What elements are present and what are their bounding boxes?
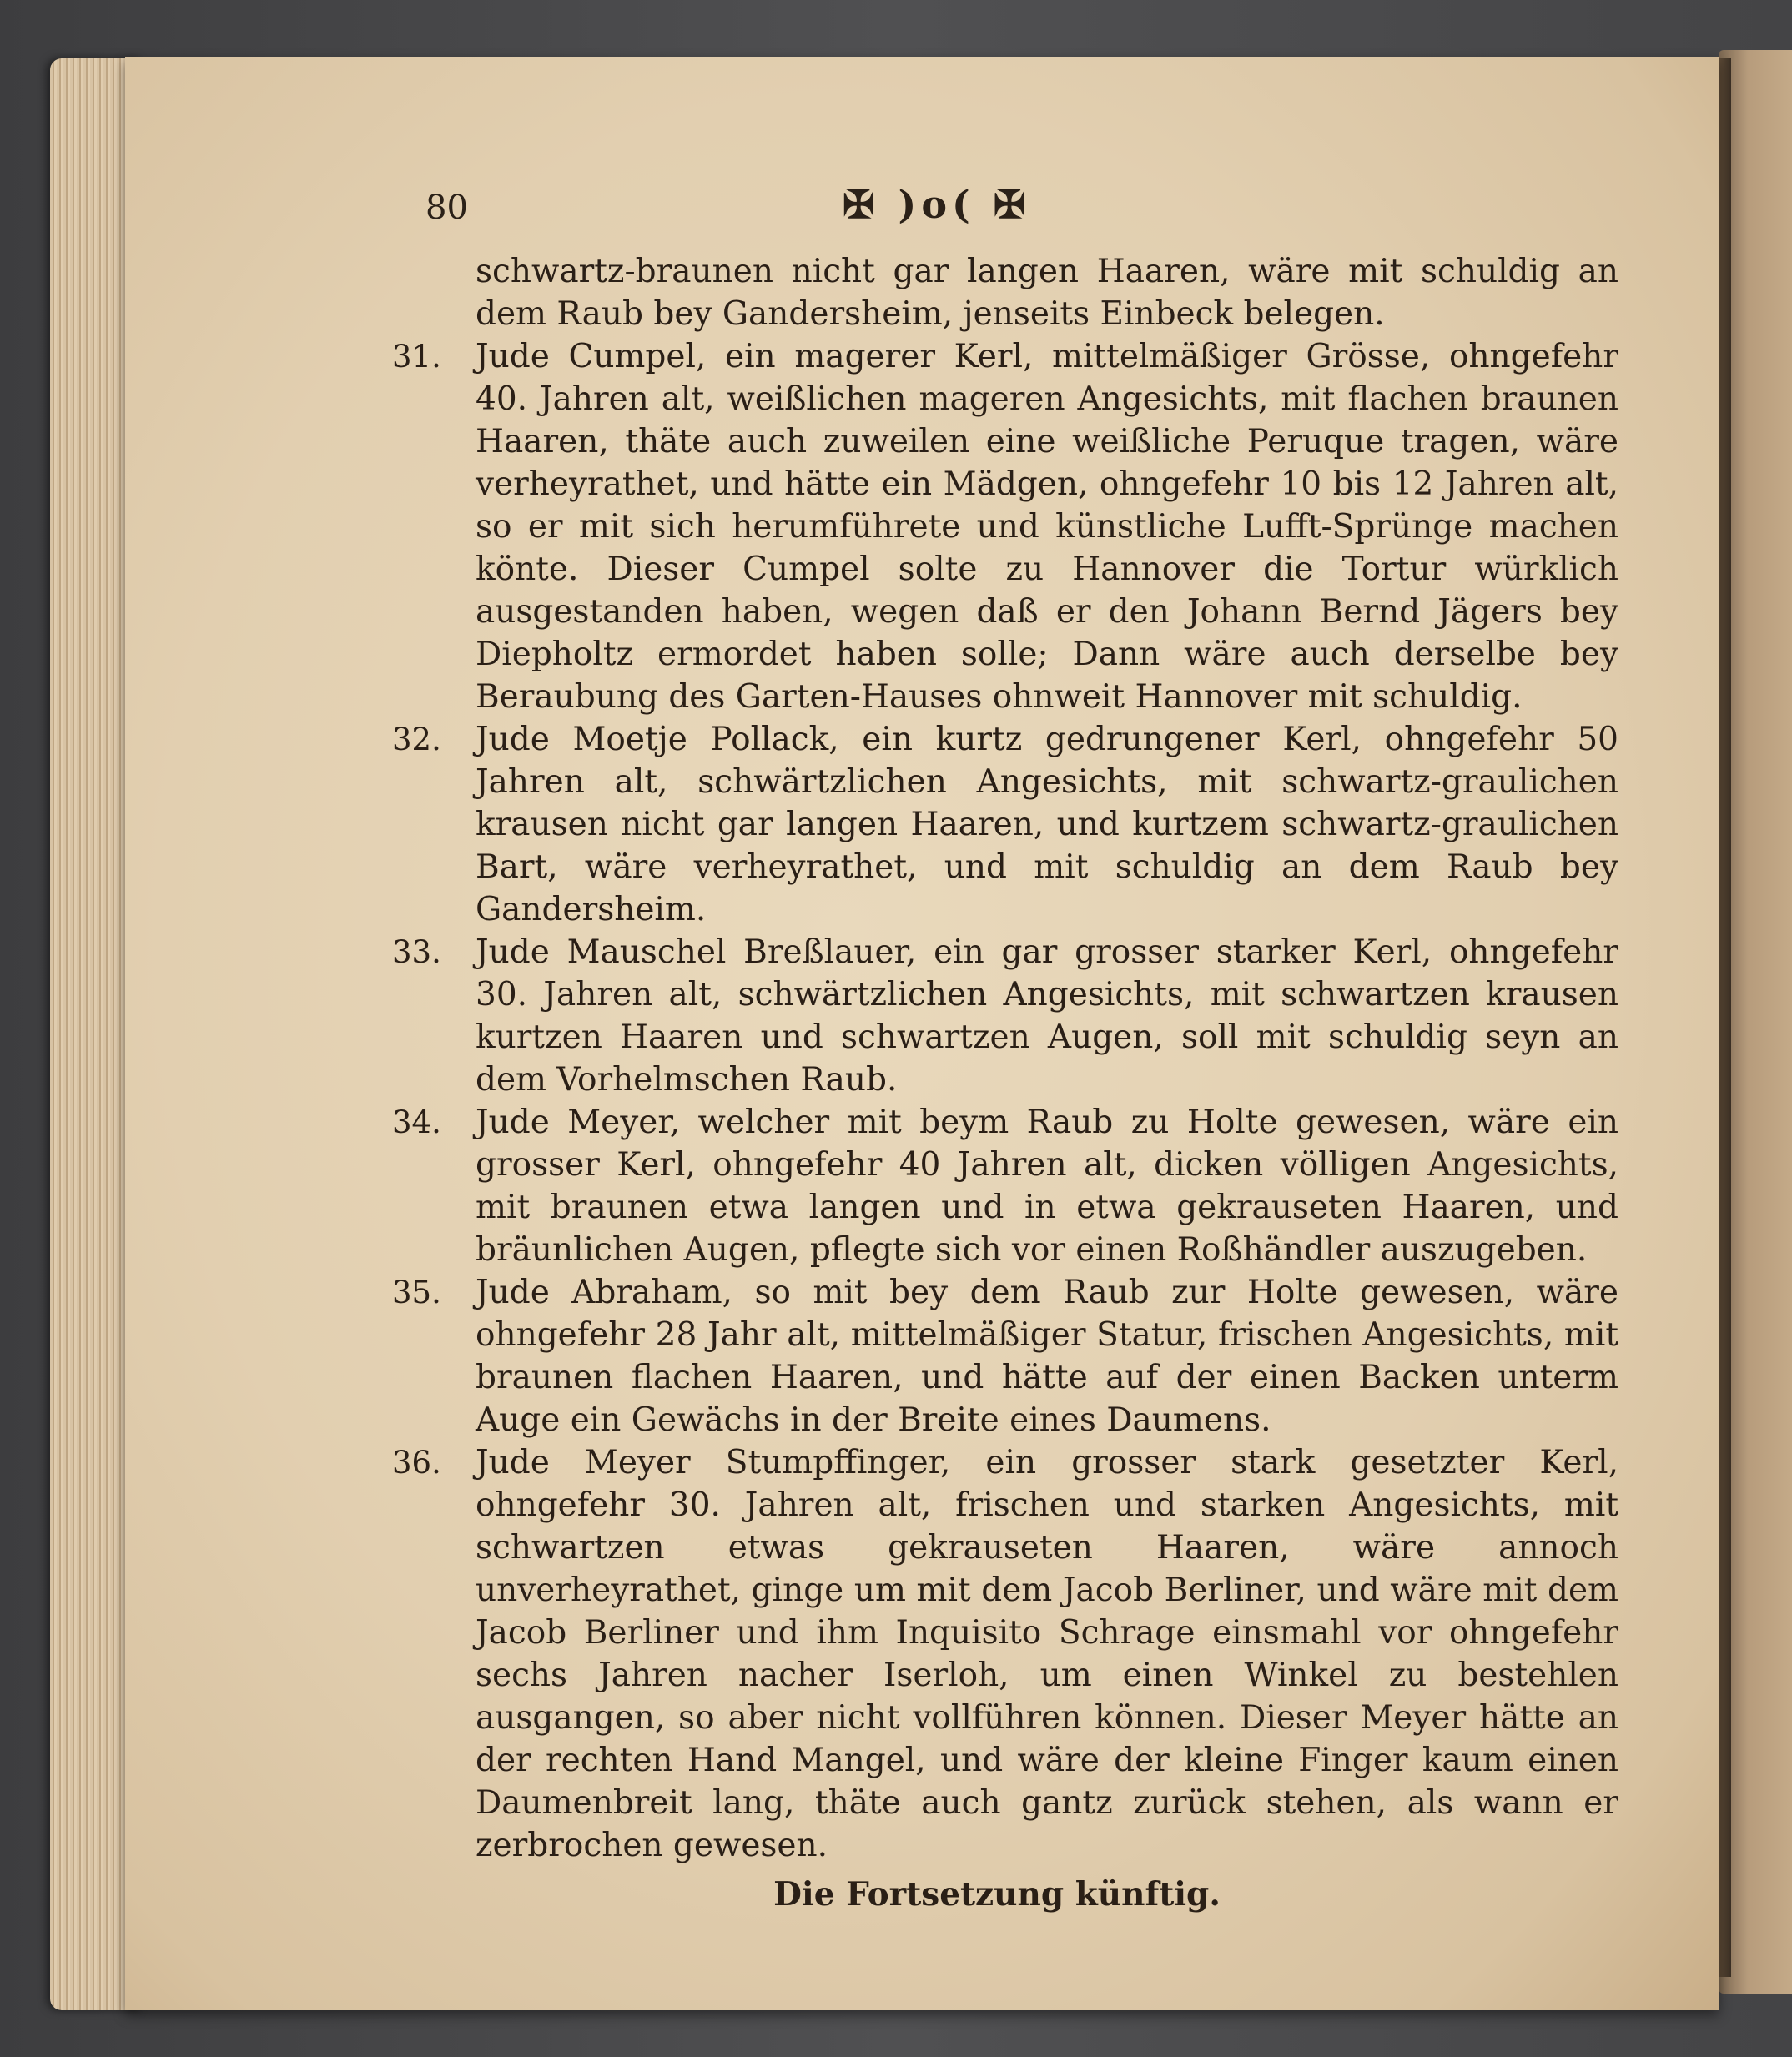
entry-number: 32. xyxy=(392,722,441,757)
entry-number: 33. xyxy=(392,934,441,970)
entry-number: 35. xyxy=(392,1275,441,1310)
entry-text: Jude Moetje Pollack, ein kurtz gedrungener Kerl, ohngefehr 50 Jahren alt, schwärtzlichen Angesichts, mit schwartz-graulichen krausen nicht gar langen Haaren, und kurtzem schwartz-graulichen Bart, wäre verheyrathet, und mit schuldig an dem Raub bey Gandersheim. xyxy=(476,721,1618,928)
continuation-note: Die Fortsetzung künftig. xyxy=(773,1875,1221,1914)
entry-number: 36. xyxy=(392,1445,441,1481)
entry-36 xyxy=(375,1441,1618,1867)
entry-text: Jude Meyer Stumpffinger, ein grosser stark gesetzter Kerl, ohngefehr 30. Jahren alt, frischen und starken Angesichts, mit schwartzen etwas gekrauseten Haaren, wäre annoch unverheyrathet, ginge um mit dem Jacob Berliner, und wäre mit dem Jacob Berliner und ihm Inquisito Schrage einsmahl vor ohngefehr sechs Jahren nacher Iserloh, um einen Winkel zu bestehlen ausgangen, so aber nicht vollführen können. Dieser Meyer hätte an der rechten Hand Mangel, und wäre der kleine Finger kaum einen Daumenbreit lang, thäte auch gantz zurück stehen, als wann er zerbrochen gewesen. xyxy=(476,1444,1618,1864)
entry-34 xyxy=(375,1101,1618,1271)
entry-text: Jude Meyer, welcher mit beym Raub zu Holte gewesen, wäre ein grosser Kerl, ohngefehr 40 Jahren alt, dicken völligen Angesichts, mit braunen etwa langen und in etwa gekrauseten Haaren, und bräunlichen Augen, pflegte sich vor einen Roßhändler auszugeben. xyxy=(476,1104,1618,1269)
entry-31 xyxy=(375,335,1618,718)
entry-text: Jude Mauschel Breßlauer, ein gar grosser starker Kerl, ohngefehr 30. Jahren alt, schwärtzlichen Angesichts, mit schwartzen krausen kurtzen Haaren und schwartzen Augen, soll mit schuldig seyn an dem Vorhelmschen Raub. xyxy=(476,933,1618,1099)
entry-32 xyxy=(375,718,1618,931)
page-header xyxy=(425,182,1593,240)
intro-paragraph: schwartz-braunen nicht gar langen Haaren, wäre mit schuldig an dem Raub bey Gandersheim, jenseits Einbeck belegen. xyxy=(476,253,1618,333)
entry-33 xyxy=(375,931,1618,1101)
entry-text: Jude Cumpel, ein magerer Kerl, mittelmäßiger Grösse, ohngefehr 40. Jahren alt, weißlichen mageren Angesichts, mit flachen braunen Haaren, thäte auch zuweilen eine weißliche Peruque tragen, wäre verheyrathet, und hätte ein Mädgen, ohngefehr 10 bis 12 Jahren alt, so er mit sich herumführete und künstliche Lufft-Sprünge machen könte. Dieser Cumpel solte zu Hannover die Tortur würklich ausgestanden haben, wegen daß er den Johann Bernd Jägers bey Diepholtz ermordet haben solle; Dann wäre auch derselbe bey Beraubung des Garten-Hauses ohnweit Hannover mit schuldig. xyxy=(476,338,1618,716)
entry-text: Jude Abraham, so mit bey dem Raub zur Holte gewesen, wäre ohngefehr 28 Jahr alt, mittelmäßiger Statur, frischen Angesichts, mit braunen flachen Haaren, und hätte auf der einen Backen unterm Auge ein Gewächs in der Breite eines Daumens. xyxy=(476,1274,1618,1439)
page-number: 80 xyxy=(425,189,468,227)
entry-number: 34. xyxy=(392,1104,441,1140)
page-text xyxy=(375,250,1618,1949)
entry-35 xyxy=(375,1271,1618,1441)
entry-number: 31. xyxy=(392,339,441,375)
header-ornament: ✠ )o( ✠ xyxy=(843,182,1031,227)
